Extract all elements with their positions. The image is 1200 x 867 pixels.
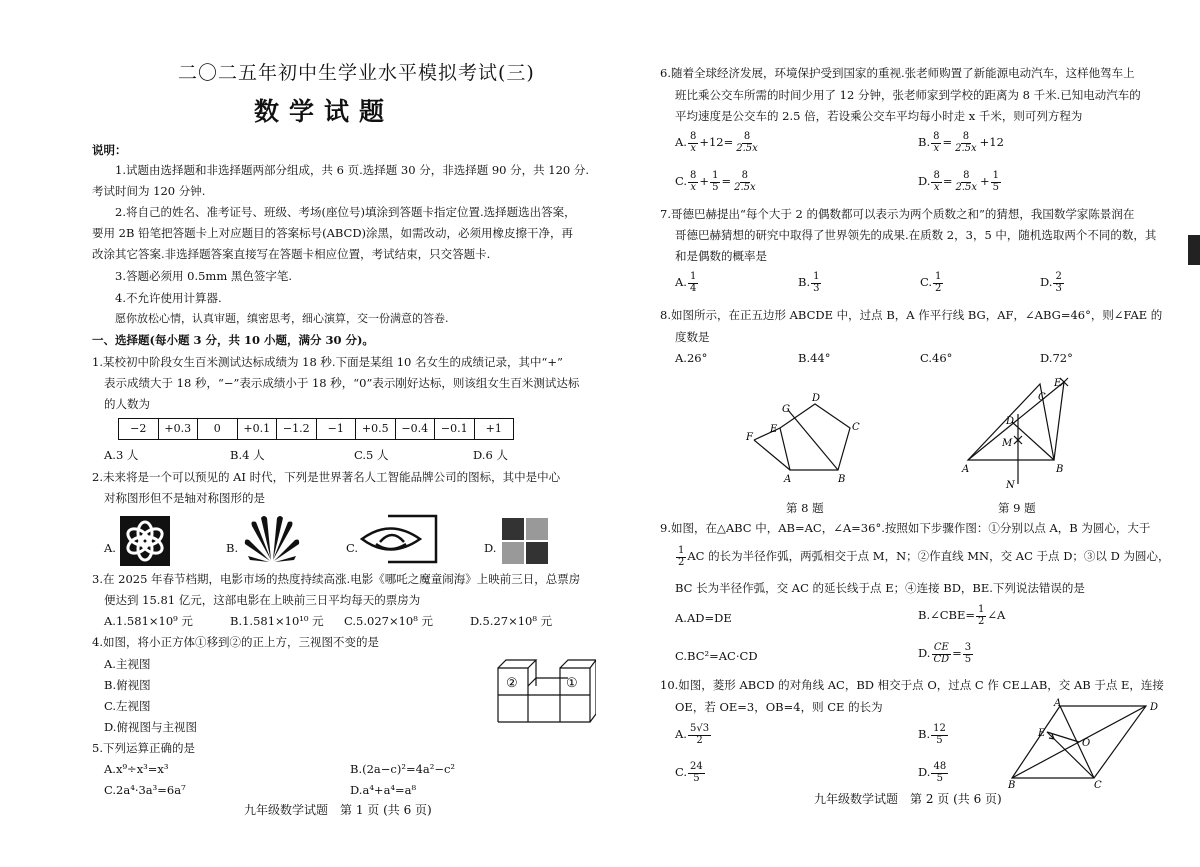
point-label: M xyxy=(1002,438,1013,449)
score-cell: −1.2 xyxy=(277,419,317,440)
option-d: D. $\frac{48}{5}$ xyxy=(918,761,947,784)
option-b: B.4 人 xyxy=(230,448,265,462)
point-label: A xyxy=(784,474,792,485)
grid-logo-icon xyxy=(502,518,548,564)
option-a: A.26° xyxy=(675,351,708,365)
option-b: B. $\frac{1}{3}$ xyxy=(798,271,820,294)
scan-edge xyxy=(1188,235,1200,265)
point-label: E xyxy=(1038,728,1046,739)
option-a: A. $\frac{5√3}{2}$ xyxy=(675,723,710,746)
option-b: B.俯视图 xyxy=(104,678,151,692)
question-1-line: 表示成绩大于 18 秒，“−”表示成绩小于 18 秒，“0”表示刚好达标，则该组女生百米测试达标 xyxy=(104,376,580,390)
point-label: C xyxy=(1038,392,1046,403)
point-label: E xyxy=(770,424,778,435)
question-4-stem: 4.如图，将小正方体①移到②的正上方，三视图不变的是 xyxy=(92,635,379,649)
point-label: A xyxy=(1054,698,1062,709)
scores-table xyxy=(118,418,514,440)
exam-title: 二〇二五年初中生学业水平模拟考试(三) xyxy=(178,62,535,84)
score-cell: 0 xyxy=(198,419,238,440)
option-b: B.(2a−c)²=4a²−c² xyxy=(350,762,456,776)
question-10-line: 10.如图，菱形 ABCD 的对角线 AC，BD 相交于点 O，过点 C 作 CE⊥AB，交 AB 于点 E，连接 xyxy=(660,678,1164,692)
cubes-figure xyxy=(494,652,596,724)
point-label: O xyxy=(1082,738,1091,749)
option-d: D.a⁴+a⁴=a⁸ xyxy=(350,783,417,797)
point-label: D xyxy=(812,393,821,404)
question-1-line: 的人数为 xyxy=(104,397,150,411)
motto: 愿你放松心情，认真审题，缜密思考，细心演算，交一份满意的答卷. xyxy=(115,312,449,325)
figure-10-rhombus xyxy=(1008,696,1178,788)
question-8-line: 8.如图所示，在正五边形 ABCDE 中，过点 B，A 作平行线 BG，AF，∠ABG=46°，则∠FAE 的 xyxy=(660,308,1163,322)
question-5-stem: 5.下列运算正确的是 xyxy=(92,741,195,755)
point-label: N xyxy=(1006,480,1015,491)
note-line: 考试时间为 120 分钟. xyxy=(92,184,206,198)
option-c: C. $\frac{8}{x}$ + $\frac{1}{5}$ = $\frac{8}{2.5x}$ xyxy=(675,170,756,193)
option-c: C. $\frac{1}{2}$ xyxy=(920,271,942,294)
score-cell: +1 xyxy=(474,419,514,440)
note-line: 1.试题由选择题和非选择题两部分组成，共 6 页.选择题 30 分，非选择题 90 分，共 120 分. xyxy=(115,163,590,177)
point-label: A xyxy=(962,464,970,475)
option-c: C. $\frac{24}{5}$ xyxy=(675,761,703,784)
note-line: 3.答题必须用 0.5mm 黑色签字笔. xyxy=(115,269,293,283)
option-a: A. $\frac{8}{x}$ +12= $\frac{8}{2.5x}$ xyxy=(675,131,758,154)
option-a: A.3 人 xyxy=(104,448,139,462)
question-1-line: 1.某校初中阶段女生百米测试达标成绩为 18 秒.下面是某组 10 名女生的成绩记录，其中“+” xyxy=(92,355,563,369)
logo-label: B. xyxy=(226,541,239,555)
point-label: G xyxy=(782,404,790,415)
option-c: C.2a⁴·3a³=6a⁷ xyxy=(104,783,186,797)
eye-logo-icon xyxy=(360,514,438,564)
question-7-line: 和是偶数的概率是 xyxy=(675,249,767,263)
option-d: D. $\frac{2}{3}$ xyxy=(1040,271,1062,294)
option-d: D.5.27×10⁸ 元 xyxy=(470,614,553,628)
score-cell: −0.4 xyxy=(395,419,435,440)
point-label: D xyxy=(1150,702,1159,713)
question-9-line: 9.如图，在△ABC 中，AB=AC，∠A=36°.按照如下步骤作图：①分别以点 A，B 为圆心，大于 xyxy=(660,521,1151,535)
point-label: C xyxy=(1094,780,1102,788)
point-label: B xyxy=(838,474,846,485)
score-cell: −1 xyxy=(316,419,356,440)
score-cell: −2 xyxy=(119,419,159,440)
subject-title: 数学试题 xyxy=(254,97,395,126)
cube-label: ① xyxy=(566,676,578,691)
score-cell: −0.1 xyxy=(435,419,475,440)
option-c: C.5 人 xyxy=(354,448,389,462)
option-b: B. $\frac{12}{5}$ xyxy=(918,723,946,746)
flower-logo-icon xyxy=(244,514,300,564)
logo-label: D. xyxy=(484,541,497,555)
notes-heading: 说明： xyxy=(92,143,127,157)
figure-9-triangle xyxy=(960,372,1080,492)
question-3-line: 3.在 2025 年春节档期，电影市场的热度持续高涨.电影《哪吒之魔童闹海》上映前三日，总票房 xyxy=(92,572,581,586)
option-a: A. $\frac{1}{4}$ xyxy=(675,271,697,294)
question-6-line: 平均速度是公交车的 2.5 倍，若设乘公交车平均每小时走 x 千米，则可列方程为 xyxy=(675,109,1083,123)
cube-label: ② xyxy=(506,676,518,691)
option-d: D. $\frac{8}{x}$ = $\frac{8}{2.5x}$ + $\frac{1}{5}$ xyxy=(918,170,1000,193)
question-7-line: 哥德巴赫猜想的研究中取得了世界领先的成果.在质数 2，3，5 中，随机选取两个不同的数，其 xyxy=(675,228,1157,242)
question-2-line: 2.未来将是一个可以预见的 AI 时代，下列是世界著名人工智能品牌公司的图标，其中是中心 xyxy=(92,470,561,484)
figure-caption: 第 8 题 xyxy=(786,501,824,515)
option-b: B. $\frac{8}{x}$ = $\frac{8}{2.5x}$ +12 xyxy=(918,131,1004,154)
option-b: B.∠CBE= $\frac{1}{2}$ ∠A xyxy=(918,604,1006,627)
option-c: C.左视图 xyxy=(104,699,151,713)
point-label: F xyxy=(746,432,753,443)
option-c: C.5.027×10⁸ 元 xyxy=(344,614,434,628)
question-6-line: 班比乘公交车所需的时间少用了 12 分钟，张老师家到学校的距离为 8 千米.已知电动汽车的 xyxy=(675,88,1141,102)
score-cell: +0.5 xyxy=(356,419,396,440)
option-d: D.俯视图与主视图 xyxy=(104,720,197,734)
page-footer: 九年级数学试题 第 2 页 (共 6 页) xyxy=(814,792,1002,806)
question-3-line: 便达到 15.81 亿元，这部电影在上映前三日平均每天的票房为 xyxy=(104,593,421,607)
section-heading: 一、选择题(每小题 3 分，共 10 小题，满分 30 分)。 xyxy=(92,333,374,347)
option-c: C.BC²=AC·CD xyxy=(675,649,758,663)
option-d: D. $\frac{CE}{CD}$ = $\frac{3}{5}$ xyxy=(918,642,972,665)
right-page xyxy=(600,0,1200,867)
point-label: E xyxy=(1054,378,1062,389)
option-d: D.72° xyxy=(1040,351,1073,365)
question-8-line: 度数是 xyxy=(675,330,710,344)
note-line: 2.将自己的姓名、准考证号、班级、考场(座位号)填涂到答题卡指定位置.选择题选出答案， xyxy=(115,205,576,219)
point-label: C xyxy=(852,422,860,433)
point-label: D xyxy=(1006,416,1015,427)
option-b: B.44° xyxy=(798,351,831,365)
score-cell: +0.1 xyxy=(237,419,277,440)
logo-label: C. xyxy=(346,541,359,555)
question-10-line: OE，若 OE=3，OB=4，则 CE 的长为 xyxy=(675,700,883,714)
page-footer: 九年级数学试题 第 1 页 (共 6 页) xyxy=(244,803,432,817)
option-a: A.AD=DE xyxy=(675,611,732,625)
figure-caption: 第 9 题 xyxy=(998,501,1036,515)
question-6-line: 6.随着全球经济发展，环境保护受到国家的重视.张老师购置了新能源电动汽车，这样他驾车上 xyxy=(660,66,1135,80)
question-2-line: 对称图形但不是轴对称图形的是 xyxy=(104,491,265,505)
question-7-line: 7.哥德巴赫提出“每个大于 2 的偶数都可以表示为两个质数之和”的猜想，我国数学家陈景润在 xyxy=(660,207,1135,221)
question-9-line: BC 长为半径作弧，交 AC 的延长线于点 E；④连接 BD，BE.下列说法错误的是 xyxy=(675,581,1085,595)
knot-logo-icon xyxy=(120,516,170,566)
note-line: 4.不允许使用计算器. xyxy=(115,291,222,305)
option-a: A.1.581×10⁹ 元 xyxy=(104,614,193,628)
option-d: D.6 人 xyxy=(473,448,508,462)
note-line: 要用 2B 铅笔把答题卡上对应题目的答案标号(ABCD)涂黑，如需改动，必须用橡皮擦干净，再 xyxy=(92,226,574,240)
option-c: C.46° xyxy=(920,351,953,365)
note-line: 改涂其它答案.非选择题答案直接写在答题卡相应位置，考试结束，只交答题卡. xyxy=(92,247,491,261)
point-label: B xyxy=(1056,464,1064,475)
option-a: A.主视图 xyxy=(104,657,151,671)
logo-label: A. xyxy=(104,541,116,555)
option-b: B.1.581×10¹⁰ 元 xyxy=(230,614,324,628)
score-cell: +0.3 xyxy=(158,419,198,440)
question-9-line: $\frac{1}{2}$ AC 的长为半径作弧，两弧相交于点 M，N；②作直线 MN，交 AC 于点 D；③以 D 为圆心， xyxy=(678,545,1170,568)
point-label: B xyxy=(1008,780,1016,788)
option-a: A.x⁹÷x³=x³ xyxy=(104,762,169,776)
figure-8-pentagon xyxy=(740,388,870,488)
